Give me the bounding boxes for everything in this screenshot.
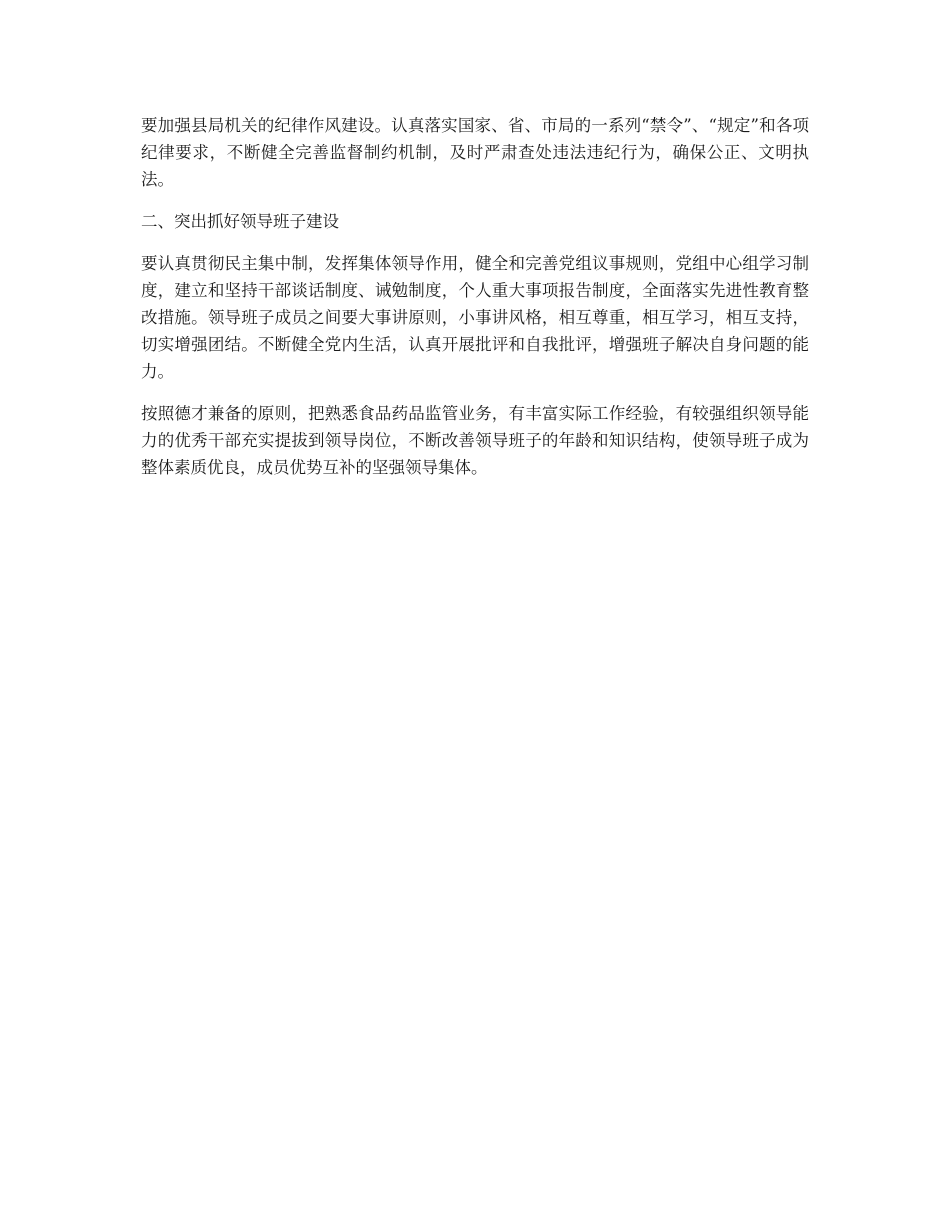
- document-body: [141, 112, 809, 496]
- paragraph-discipline: 要加强县局机关的纪律作风建设。认真落实国家、省、市局的一系列“禁令”、“规定”和各项纪律要求，不断健全完善监督制约机制，及时严肃查处违法违纪行为，确保公正、文明执法。: [141, 116, 809, 189]
- paragraph-democratic-centralism: 要认真贯彻民主集中制，发挥集体领导作用，健全和完善党组议事规则，党组中心组学习制度，建立和坚持干部谈话制度、诫勉制度，个人重大事项报告制度，全面落实先进性教育整改措施。领导班子成员之间要大事讲原则，小事讲风格，相互尊重，相互学习，相互支持，切实增强团结。不断健全党内生活，认真开展批评和自我批评，增强班子解决自身问题的能力。: [141, 254, 809, 381]
- paragraph-cadre-selection: 按照德才兼备的原则，把熟悉食品药品监管业务，有丰富实际工作经验，有较强组织领导能力的优秀干部充实提拔到领导岗位，不断改善领导班子的年龄和知识结构，使领导班子成为整体素质优良，成员优势互补的坚强领导集体。: [141, 404, 809, 477]
- section-heading-leadership: 二、突出抓好领导班子建设: [141, 212, 339, 231]
